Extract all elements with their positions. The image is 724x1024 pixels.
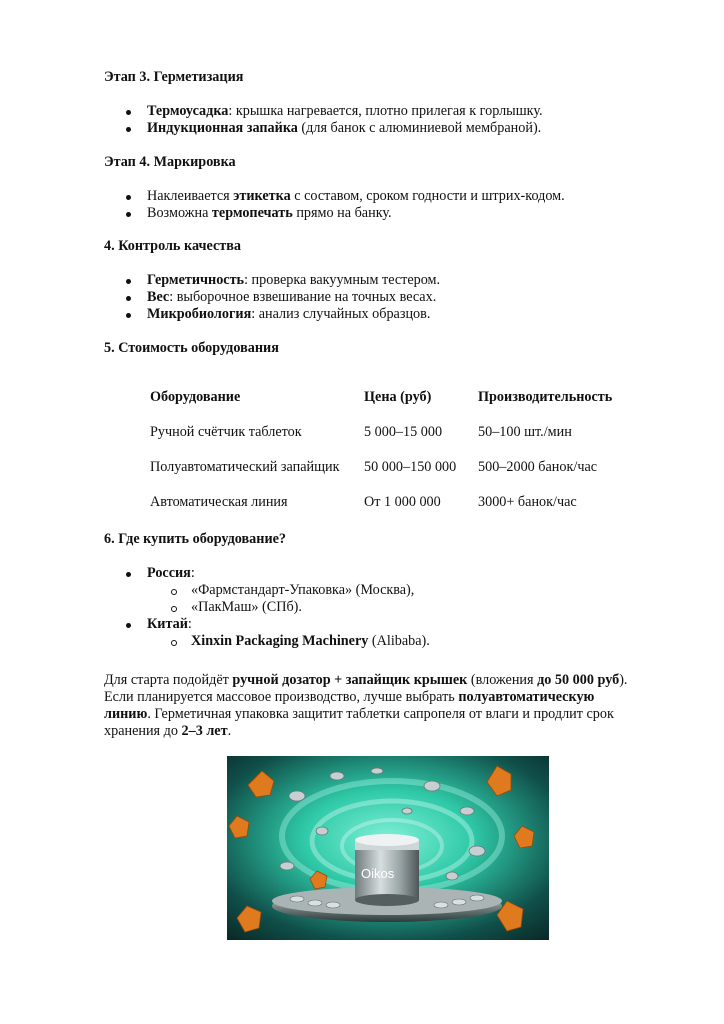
table-cell: 3000+ банок/час <box>478 494 577 510</box>
column-header: Оборудование <box>150 389 241 405</box>
quality-heading: 4. Контроль качества <box>104 238 241 254</box>
column-header: Производительность <box>478 389 613 405</box>
stage3-heading: Этап 3. Герметизация <box>104 69 244 85</box>
table-cell: Автоматическая линия <box>150 494 288 510</box>
table-cell: От 1 000 000 <box>364 494 441 510</box>
table-header-row <box>144 380 618 415</box>
list-item: Герметичность: проверка вакуумным тестером. <box>104 272 440 289</box>
list-item: «Фармстандарт-Упаковка» (Москва), <box>147 582 430 599</box>
buy-list <box>104 565 430 650</box>
table-cell: Ручной счётчик таблеток <box>150 424 302 440</box>
table-cell: 5 000–15 000 <box>364 424 443 440</box>
table-cell: 50–100 шт./мин <box>478 424 572 440</box>
table-row <box>144 450 618 485</box>
buy-heading: 6. Где купить оборудование? <box>104 531 287 547</box>
china-sublist <box>147 633 430 650</box>
table-row <box>144 415 618 450</box>
list-item: Термоусадка: крышка нагревается, плотно прилегая к горлышку. <box>104 103 543 120</box>
list-item: Xinxin Packaging Machinery (Alibaba). <box>147 633 430 650</box>
quality-list <box>104 272 440 323</box>
table-cell: Полуавтоматический запайщик <box>150 459 340 475</box>
stage3-list <box>104 103 543 137</box>
list-item: Микробиология: анализ случайных образцов. <box>104 306 440 323</box>
list-item-russia: Россия: «Фармстандарт-Упаковка» (Москва), «ПакМаш» (СПб). <box>104 565 430 616</box>
russia-sublist <box>147 582 430 616</box>
illustration-artwork <box>227 756 549 940</box>
stage4-heading: Этап 4. Маркировка <box>104 154 236 170</box>
jar-label: Oikos <box>361 866 395 881</box>
cost-heading: 5. Стоимость оборудования <box>104 340 279 356</box>
stage4-list <box>104 188 565 222</box>
list-item: Наклеивается этикетка с составом, сроком годности и штрих-кодом. <box>104 188 565 205</box>
table-cell: 50 000–150 000 <box>364 459 457 475</box>
column-header: Цена (руб) <box>364 389 432 405</box>
list-item: Возможна термопечать прямо на банку. <box>104 205 565 222</box>
cost-table <box>144 380 618 520</box>
list-item: Индукционная запайка (для банок с алюминиевой мембраной). <box>104 120 543 137</box>
list-item: Вес: выборочное взвешивание на точных весах. <box>104 289 440 306</box>
summary-paragraph: Для старта подойдёт ручной дозатор + запайщик крышек (вложения до 50 000 руб). Если планируется массовое производство, лучше выбрать полуавтоматическую линию. Герметичная упаковка защитит таблетки сапропеля от влаги и продлит срок хранения до 2–3 лет. <box>104 672 628 739</box>
product-illustration <box>227 756 549 940</box>
table-cell: 500–2000 банок/час <box>478 459 598 475</box>
list-item-china: Китай: Xinxin Packaging Machinery (Alibaba). <box>104 616 430 650</box>
table-row <box>144 485 618 520</box>
list-item: «ПакМаш» (СПб). <box>147 599 430 616</box>
